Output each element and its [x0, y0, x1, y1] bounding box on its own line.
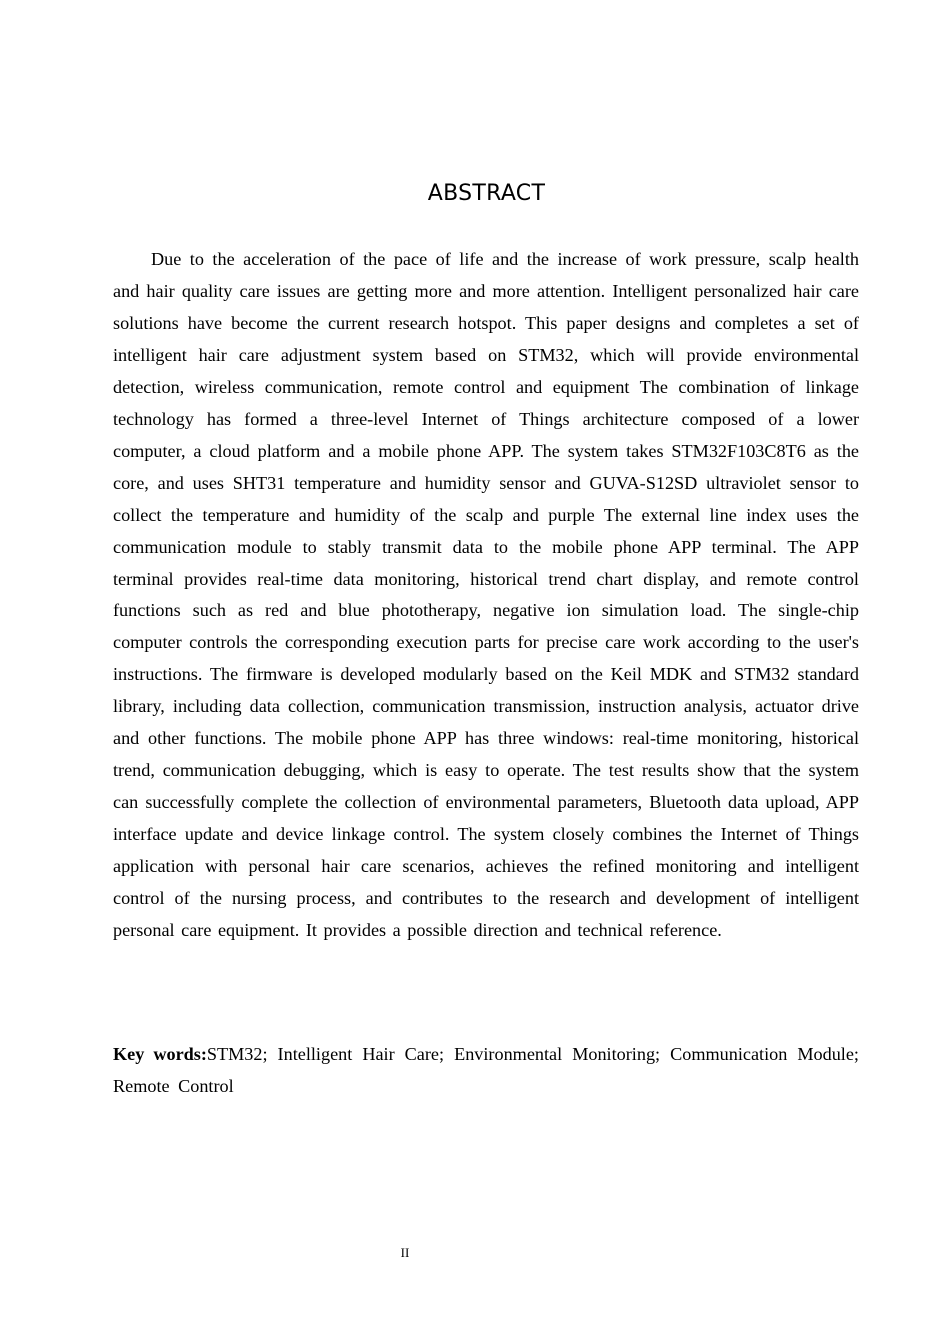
keywords-paragraph	[113, 1039, 859, 1103]
abstract-title: ABSTRACT	[427, 181, 546, 206]
keywords-list: STM32; Intelligent Hair Care; Environmental Monitoring; Communication Module; Remote Control	[113, 1044, 859, 1096]
abstract-body: Due to the acceleration of the pace of life and the increase of work pressure, scalp health and hair quality care issues are getting more and more attention. Intelligent personalized hair care solutions have become the current research hotspot. This paper designs and completes a set of intelligent hair care adjustment system based on STM32, which will provide environmental detection, wireless communication, remote control and equipment The combination of linkage technology has formed a three-level Internet of Things architecture composed of a lower computer, a cloud platform and a mobile phone APP. The system takes STM32F103C8T6 as the core, and uses SHT31 temperature and humidity sensor and GUVA-S12SD ultraviolet sensor to collect the temperature and humidity of the scalp and purple The external line index uses the communication module to stably transmit data to the mobile phone APP terminal. The APP terminal provides real-time data monitoring, historical trend chart display, and remote control functions such as red and blue phototherapy, negative ion simulation load. The single-chip computer controls the corresponding execution parts for precise care work according to the user's instructions. The firmware is developed modularly based on the Keil MDK and STM32 standard library, including data collection, communication transmission, instruction analysis, actuator drive and other functions. The mobile phone APP has three windows: real-time monitoring, historical trend, communication debugging, which is easy to operate. The test results show that the system can successfully complete the collection of environmental parameters, Bluetooth data upload, APP interface update and device linkage control. The system closely combines the Internet of Things application with personal hair care scenarios, achieves the refined monitoring and intelligent control of the nursing process, and contributes to the research and development of intelligent personal care equipment. It provides a possible direction and technical reference.	[113, 249, 859, 941]
page-number: II	[400, 1245, 410, 1260]
keywords-label: Key words:	[113, 1044, 207, 1064]
